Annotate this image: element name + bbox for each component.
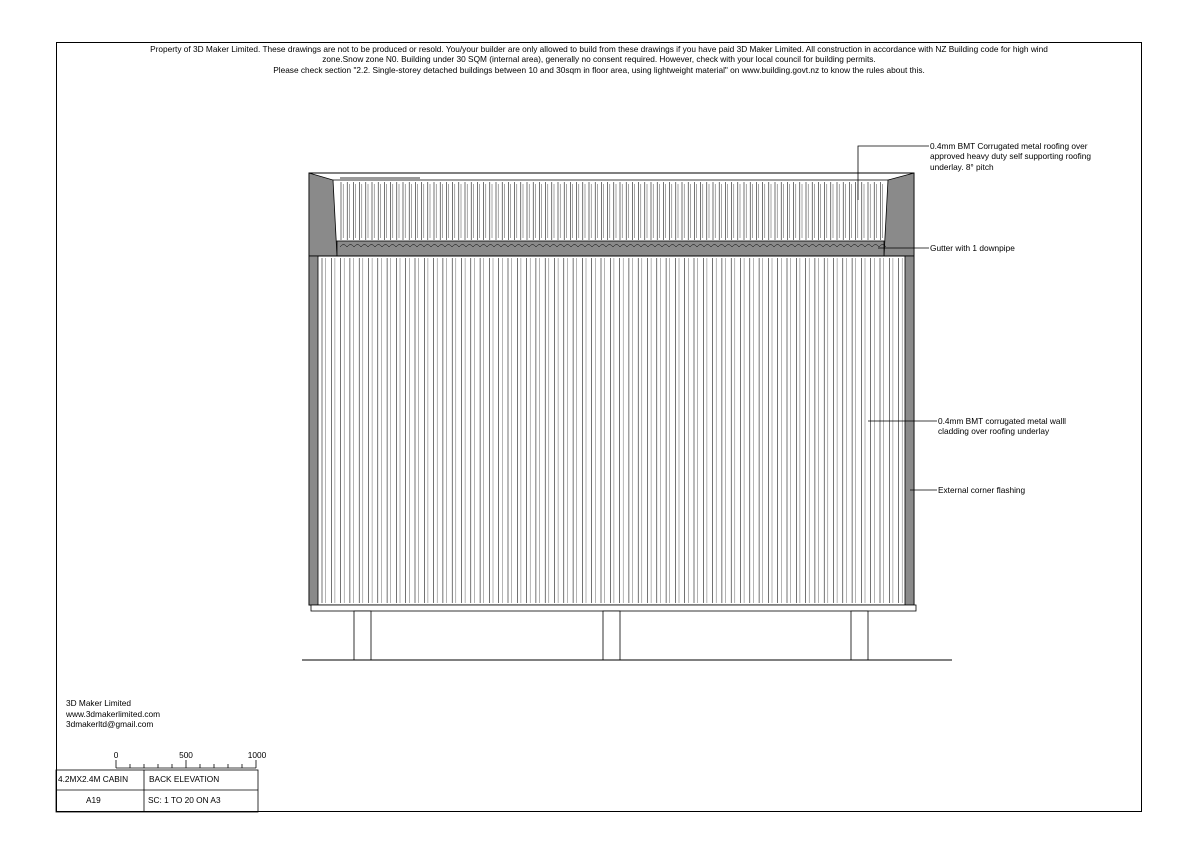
cladding-callout-line-1: 0.4mm BMT corrugated metal walll	[938, 416, 1067, 426]
base-and-piles	[302, 605, 952, 660]
roof-ridge-highlight	[340, 177, 420, 181]
flashing-callout: External corner flashing	[938, 485, 1026, 495]
company-info	[66, 698, 160, 730]
company-name: 3D Maker Limited	[66, 698, 132, 708]
pile-middle	[603, 611, 620, 660]
notice-line-3: Please check section "2.2. Single-storey detached buildings between 10 and 30sqm in floor area, using lightweight material" on www.building.govt.nz to know the rules about this.	[273, 64, 925, 75]
bearer-strip	[311, 605, 916, 611]
title-block-sheet-number: A19	[86, 795, 101, 805]
wall-outline	[309, 256, 914, 605]
roof-left-end-shade	[309, 173, 337, 256]
left-corner-flashing	[309, 256, 318, 605]
company-website[interactable]: www.3dmakerlimited.com	[66, 708, 161, 719]
notice-line-2: zone.Snow zone N0. Building under 30 SQM (internal area), generally no consent required. However, check with your local council for building permits.	[322, 54, 876, 65]
roof-section	[309, 173, 914, 256]
pile-right	[851, 611, 868, 660]
scale-bar-ticks	[116, 760, 256, 768]
company-email[interactable]: 3dmakerltd@gmail.com	[66, 719, 154, 730]
roofing-callout-line-2: approved heavy duty self supporting roofing	[930, 151, 1091, 162]
scale-label-0: 0	[113, 750, 119, 760]
scale-label-1000: 1000	[247, 750, 267, 760]
title-block-view: BACK ELEVATION	[149, 774, 220, 784]
gutter-callout: Gutter with 1 downpipe	[930, 243, 1015, 253]
gutter	[337, 241, 884, 256]
right-corner-flashing	[905, 256, 914, 605]
cladding-callout-line-2: cladding over roofing underlay	[938, 426, 1050, 437]
scale-label-500: 500	[179, 750, 193, 760]
title-block-project: 4.2MX2.4M CABIN	[58, 774, 129, 784]
wall-section	[309, 256, 914, 605]
title-block-scale: SC: 1 TO 20 ON A3	[148, 795, 221, 805]
scale-bar	[116, 760, 256, 768]
pile-left	[354, 611, 371, 660]
roofing-callout	[930, 141, 1091, 172]
roofing-callout-line-3: underlay. 8° pitch	[930, 161, 994, 172]
roof-right-end-shade	[884, 173, 914, 256]
roofing-callout-line-1: 0.4mm BMT Corrugated metal roofing over	[930, 141, 1088, 151]
cladding-callout	[938, 416, 1066, 437]
notice-line-1: Property of 3D Maker Limited. These drawings are not to be produced or resold. You/your builder are only allowed to build from these drawings if you have paid 3D Maker Limited. All construction in accordance with NZ Building code for high wind	[150, 44, 1048, 54]
